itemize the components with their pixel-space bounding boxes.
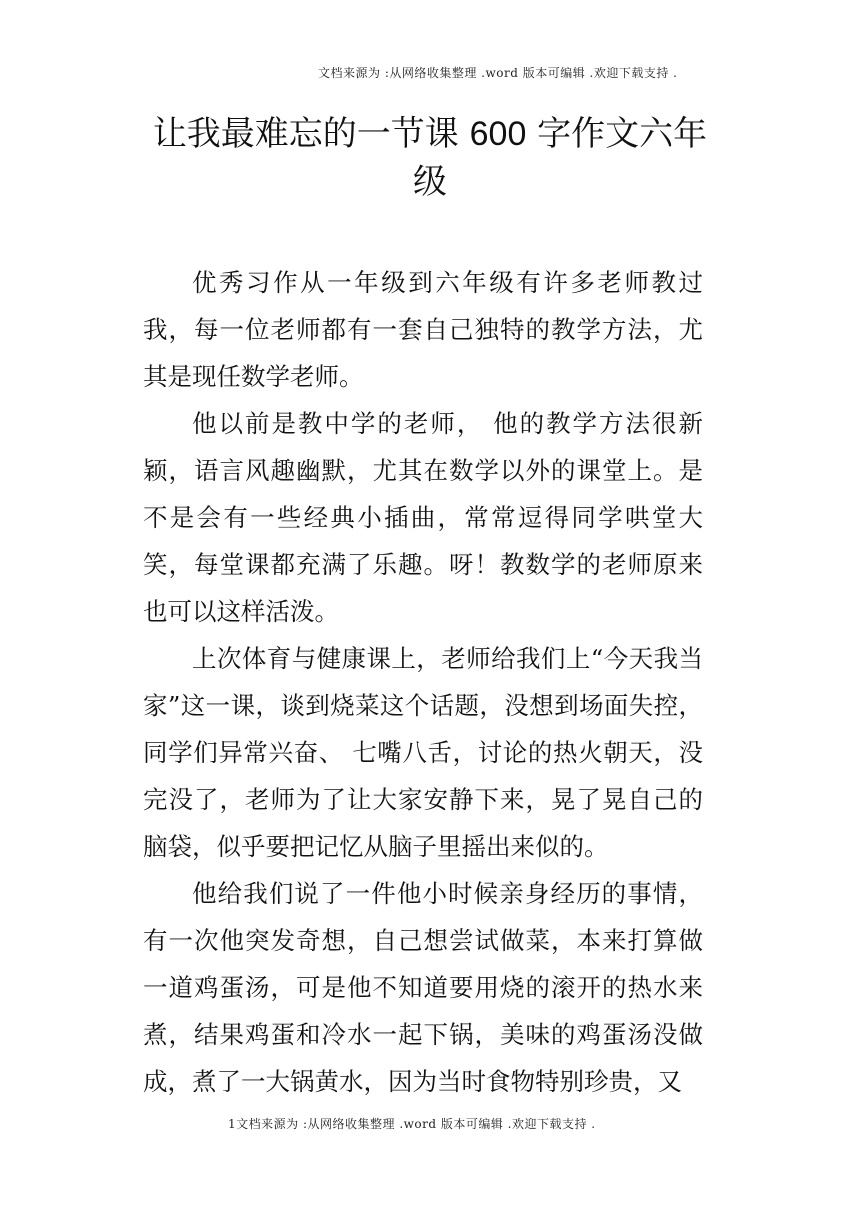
page-number: 1 [228, 1117, 237, 1131]
essay-body [143, 259, 703, 1105]
paragraph-1: 优秀习作从一年级到六年级有许多老师教过我，每一位老师都有一套自己独特的教学方法，尤其是现任数学老师。 [143, 268, 703, 391]
paragraph-3: 上次体育与健康课上，老师给我们上“今天我当家”这一课，谈到烧菜这个话题，没想到场面失控，同学们异常兴奋、 七嘴八舌，讨论的热火朝天，没完没了，老师为了让大家安静下来，晃了晃自己的脑袋，似乎要把记忆从脑子里摇出来似的。 [143, 644, 703, 861]
page-title [140, 110, 720, 206]
title-text-part1: 让我最难忘的一节课 [152, 114, 470, 154]
paragraph-4: 他给我们说了一件他小时候亲身经历的事情，有一次他突发奇想，自己想尝试做菜，本来打算做一道鸡蛋汤，可是他不知道要用烧的滚开的热水来煮，结果鸡蛋和冷水一起下锅，美味的鸡蛋汤没做成，煮了一大锅黄水，因为当时食物特别珍贵，又 [143, 879, 703, 1096]
title-word-count: 600 [469, 115, 527, 153]
footer [228, 1115, 596, 1132]
footer-source-note: 文档来源为 :从网络收集整理 .word 版本可编辑 .欢迎下载支持 . [236, 1117, 596, 1131]
header-source-note: 文档来源为 :从网络收集整理 .word 版本可编辑 .欢迎下载支持 . [318, 66, 678, 80]
paragraph-2: 他以前是教中学的老师， 他的教学方法很新颖，语言风趣幽默，尤其在数学以外的课堂上。是不是会有一些经典小插曲，常常逗得同学哄堂大笑，每堂课都充满了乐趣。呀！教数学的老师原来也可以这样活泼。 [143, 409, 703, 626]
title-text-part2: 字作文六年级 [413, 114, 708, 202]
